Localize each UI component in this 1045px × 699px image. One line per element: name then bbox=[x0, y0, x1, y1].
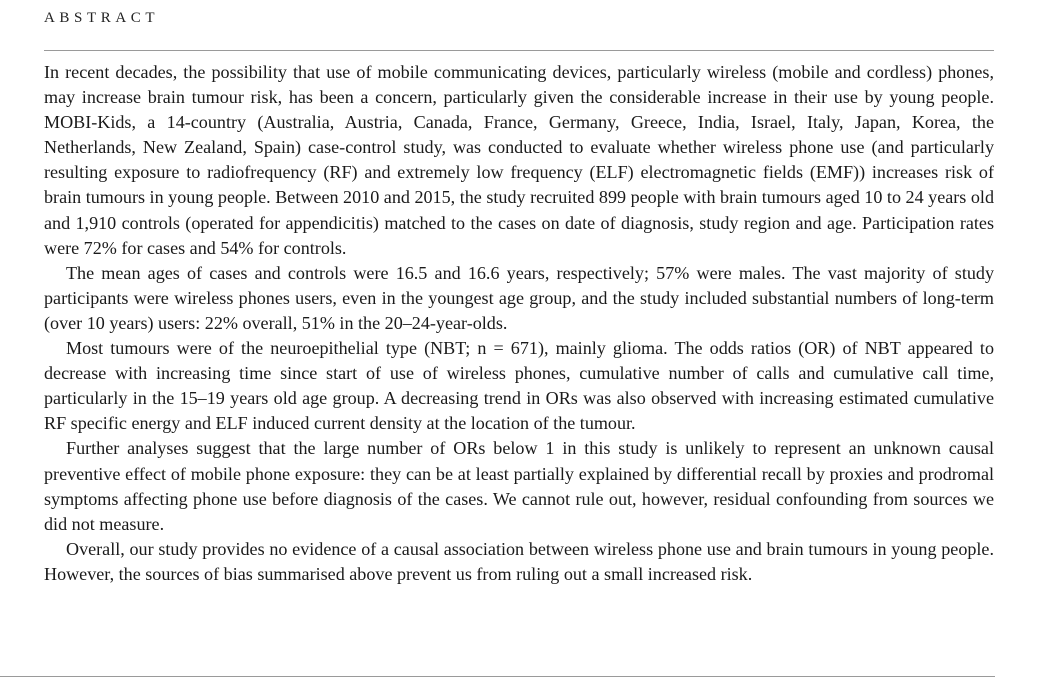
abstract-paragraph: Overall, our study provides no evidence of a causal association between wireless phone use and brain tumours in young people. However, the sources of bias summarised above prevent us from ruling out a small increased risk. bbox=[44, 538, 994, 584]
abstract-body bbox=[44, 60, 994, 587]
abstract-paragraph: Further analyses suggest that the large number of ORs below 1 in this study is unlikely to represent an unknown causal preventive effect of mobile phone exposure: they can be at least partially explained by differential recall by proxies and prodromal symptoms affecting phone use before diagnosis of the cases. We cannot rule out, however, residual confounding from sources we did not measure. bbox=[44, 438, 994, 534]
abstract-heading: ABSTRACT bbox=[44, 10, 160, 26]
abstract-paragraph: The mean ages of cases and controls were 16.5 and 16.6 years, respectively; 57% were males. The vast majority of study participants were wireless phones users, even in the youngest age group, and the study included substantial numbers of long-term (over 10 years) users: 22% overall, 51% in the 20–24-year-olds. bbox=[44, 262, 994, 333]
bottom-divider bbox=[0, 676, 995, 677]
heading-divider bbox=[44, 50, 994, 51]
abstract-paragraph: In recent decades, the possibility that use of mobile communicating devices, particularly wireless (mobile and cordless) phones, may increase brain tumour risk, has been a concern, particularly given the considerable increase in their use by young people. MOBI-Kids, a 14-country (Australia, Austria, Canada, France, Germany, Greece, India, Israel, Italy, Japan, Korea, the Netherlands, New Zealand, Spain) case-control study, was conducted to evaluate whether wireless phone use (and particularly resulting exposure to radiofrequency (RF) and extremely low frequency (ELF) electromagnetic fields (EMF)) increases risk of brain tumours in young people. Between 2010 and 2015, the study recruited 899 people with brain tumours aged 10 to 24 years old and 1,910 controls (operated for appendicitis) matched to the cases on date of diagnosis, study region and age. Participation rates were 72% for cases and 54% for controls. bbox=[44, 62, 994, 258]
abstract-paragraph: Most tumours were of the neuroepithelial type (NBT; n = 671), mainly glioma. The odds ratios (OR) of NBT appeared to decrease with increasing time since start of use of wireless phones, cumulative number of calls and cumulative call time, particularly in the 15–19 years old age group. A decreasing trend in ORs was also observed with increasing estimated cumulative RF specific energy and ELF induced current density at the location of the tumour. bbox=[44, 338, 994, 434]
